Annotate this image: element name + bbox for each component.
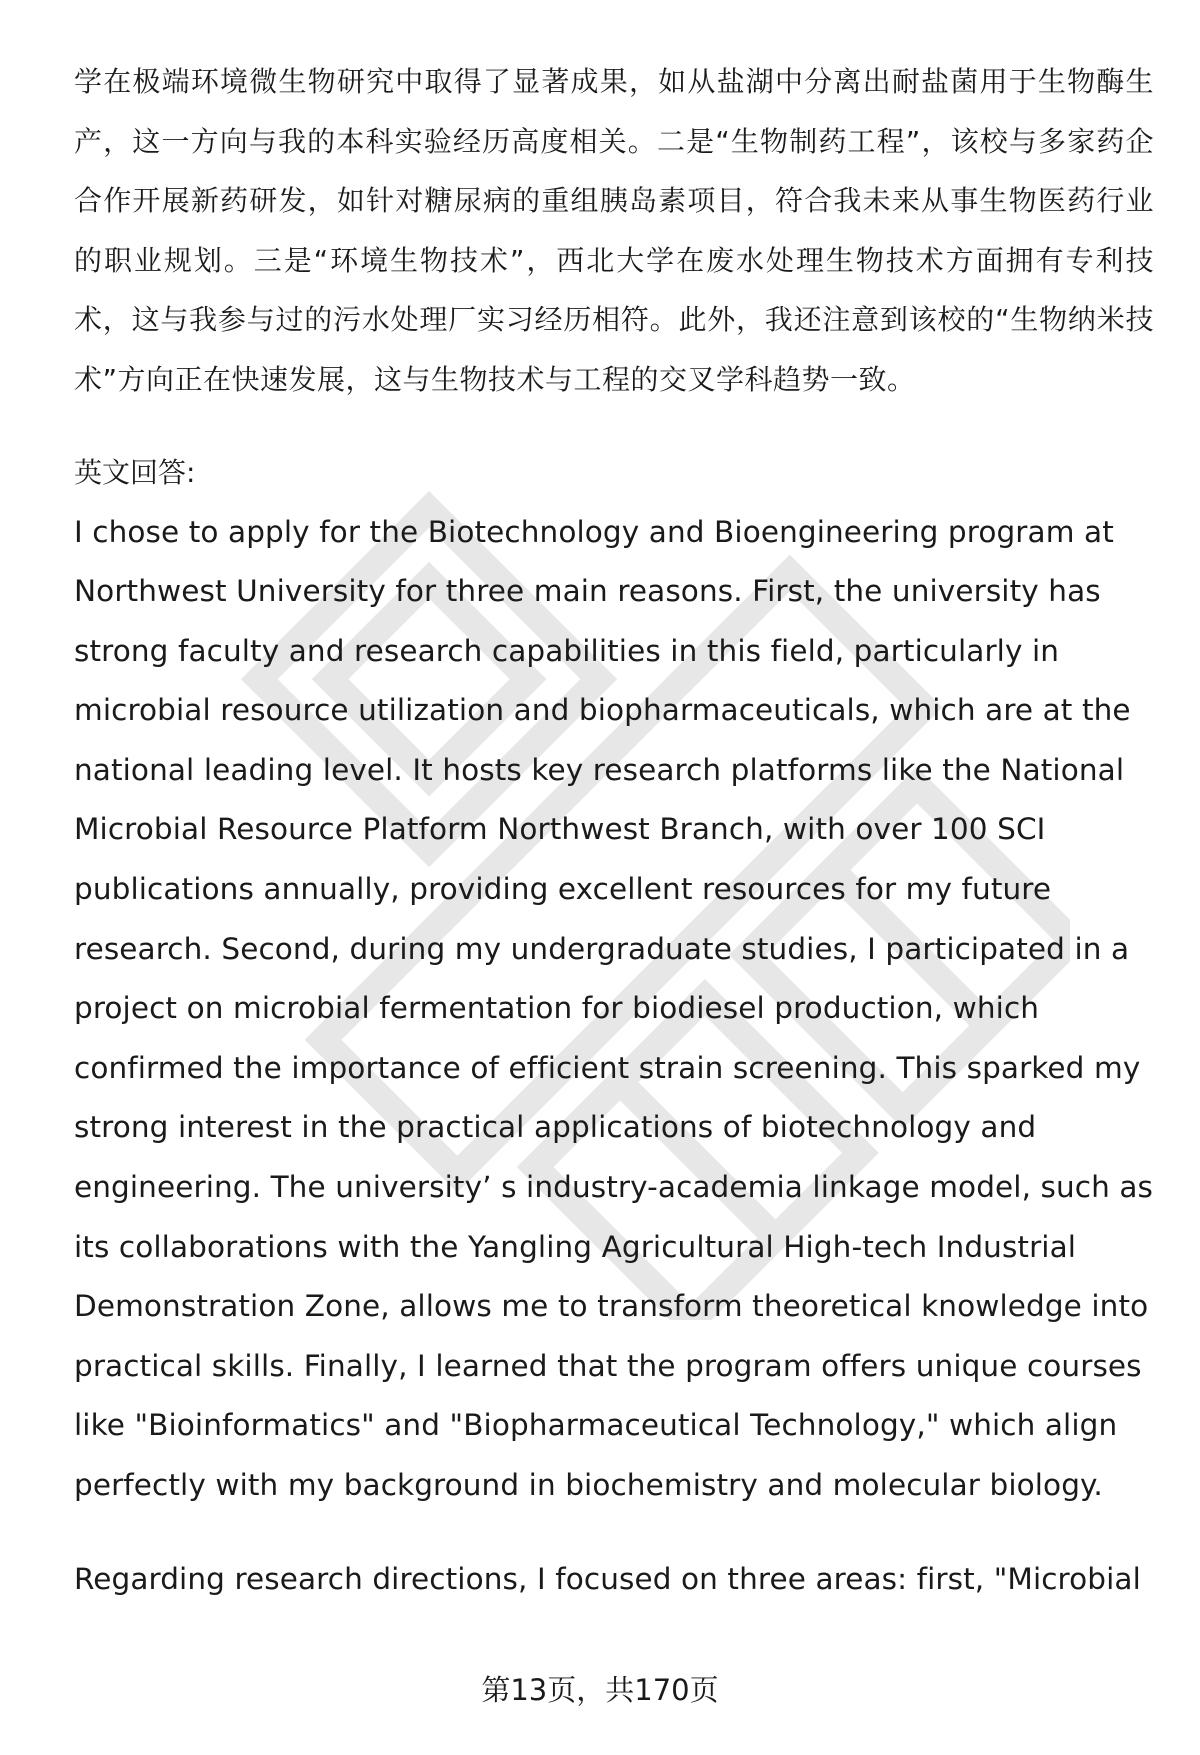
page-number-footer: 第13页，共170页: [481, 1673, 719, 1707]
page-content: [74, 52, 1154, 1609]
english-answer-label: 英文回答:: [74, 456, 196, 489]
chinese-paragraph: 学在极端环境微生物研究中取得了显著成果，如从盐湖中分离出耐盐菌用于生物酶生产，这一方向与我的本科实验经历高度相关。二是“生物制药工程”，该校与多家药企合作开展新药研发，如针对糖尿病的重组胰岛素项目，符合我未来从事生物医药行业的职业规划。三是“环境生物技术”，西北大学在废水处理生物技术方面拥有专利技术，这与我参与过的污水处理厂实习经历相符。此外，我还注意到该校的“生物纳米技术”方向正在快速发展，这与生物技术与工程的交叉学科趋势一致。: [74, 65, 1154, 396]
english-paragraph-1: I chose to apply for the Biotechnology and Bioengineering program at Northwest University for three main reasons. First, the university has strong faculty and research capabilities in this field, particularly in microbial resource utilization and biopharmaceuticals, which are at the national leading level. It hosts key research platforms like the National Microbial Resource Platform Northwest Branch, with over 100 SCI publications annually, providing excellent resources for my future research. Second, during my undergraduate studies, I participated in a project on microbial fermentation for biodiesel production, which confirmed the importance of efficient strain screening. This sparked my strong interest in the practical applications of biotechnology and engineering. The university’ s industry-academia linkage model, such as its collaborations with the Yangling Agricultural High-tech Industrial Demonstration Zone, allows me to transform theoretical knowledge into practical skills. Finally, I learned that the program offers unique courses like "Bioinformatics" and "Biopharmaceutical Technology," which align perfectly with my background in biochemistry and molecular biology.: [74, 514, 1154, 1502]
english-paragraph-2: Regarding research directions, I focused on three areas: first, "Microbial: [74, 1561, 1141, 1596]
